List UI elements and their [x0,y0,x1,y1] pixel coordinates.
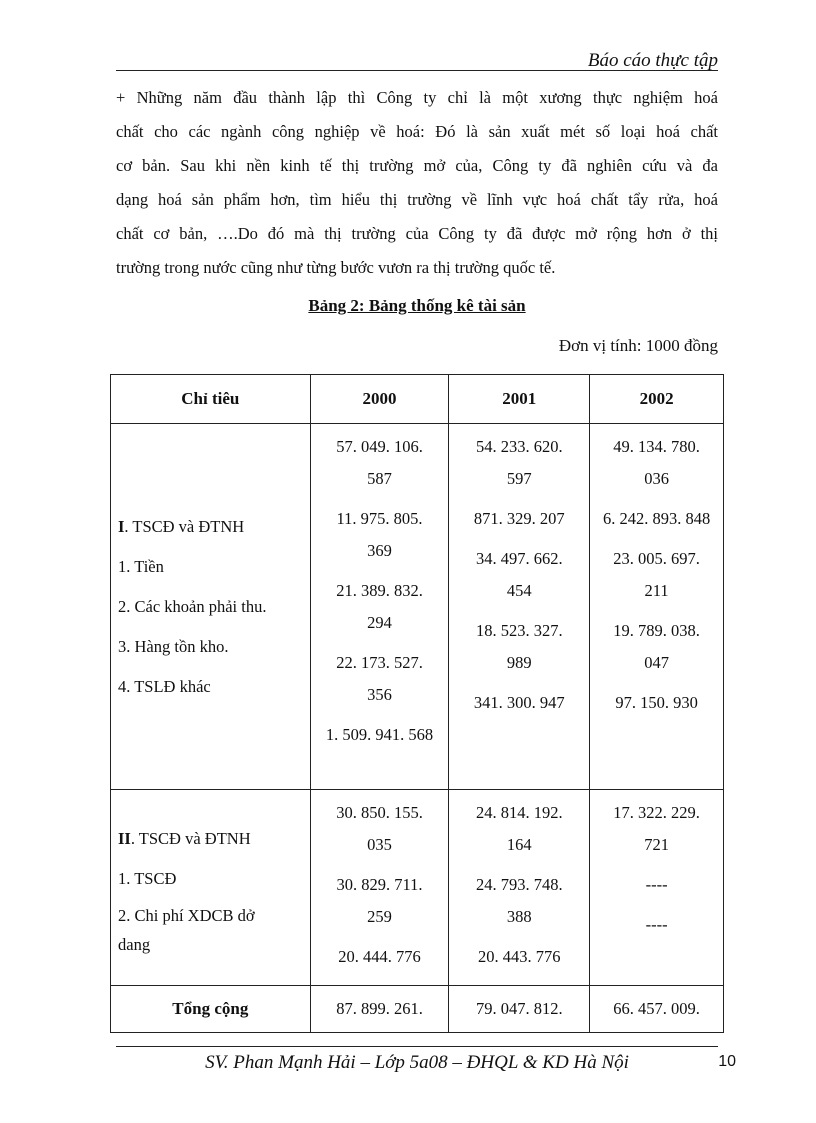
cell-value: 49. 134. 780. 036 [613,437,700,488]
table-row-total [111,986,724,1033]
row-label: I. TSCĐ và ĐTNH [118,516,245,536]
section-1-2000 [310,424,449,790]
section-1-labels [111,424,311,790]
section-1-2001 [449,424,590,790]
table-row-section-1 [111,424,724,790]
paragraph-line: trường trong nước cũng như từng bước vươn ra thị trường quốc tế. [116,258,556,277]
row-label: dang [118,934,151,954]
header-cell-2001: 2001 [449,375,590,424]
table-row-section-2 [111,790,724,986]
cell-value: 57. 049. 106. 587 [336,437,423,488]
table-title: Bảng 2: Bảng thống kê tài sản [308,296,526,315]
footer-text: SV. Phan Mạnh Hải – Lớp 5a08 – ĐHQL & KD Hà Nội [205,1052,629,1073]
paragraph-line: dạng hoá sản phẩm hơn, tìm hiểu thị trường về lĩnh vực hoá chất tẩy rửa, hoá [116,190,718,209]
paragraph-line: chất cơ bản, ….Do đó mà thị trường của Công ty đã được mở rộng hơn ở thị [116,224,718,243]
cell-value: 1. 509. 941. 568 [325,725,434,744]
header-cell-2002: 2002 [590,375,724,424]
cell-value: 30. 850. 155. 035 [336,803,423,854]
total-2000: 87. 899. 261. [310,986,449,1033]
cell-value: 34. 497. 662. 454 [475,549,563,600]
section-2-2000 [310,790,449,986]
cell-value: 20. 443. 776 [478,947,561,966]
total-2002: 66. 457. 009. [590,986,724,1033]
cell-value: 17. 322. 229. 721 [613,803,700,854]
cell-value: 23. 005. 697. 211 [613,549,700,600]
row-label: 1. TSCĐ [118,868,177,888]
row-label: 2. Chi phí XDCB dở [118,905,255,925]
paragraph-line: cơ bản. Sau khi nền kinh tế thị trường mở của, Công ty đã nghiên cứu và đa [116,156,718,175]
paragraph-line: + Những năm đầu thành lập thì Công ty chỉ là một xương thực nghiệm hoá [116,88,718,107]
header-cell-indicator: Chỉ tiêu [111,375,311,424]
cell-value: 11. 975. 805. 369 [336,509,423,560]
page-number: 10 [718,1053,736,1070]
cell-value: 6. 242. 893. 848 [602,509,711,528]
cell-value: ---- [645,875,668,894]
table-unit: Đơn vị tính: 1000 đồng [558,336,718,355]
row-label: II. TSCĐ và ĐTNH [118,828,251,848]
cell-value: 20. 444. 776 [338,947,421,966]
row-label: 3. Hàng tồn kho. [118,636,229,656]
header-cell-2000: 2000 [310,375,449,424]
cell-value: ---- [645,915,668,934]
asset-table [110,374,724,1033]
paragraph-line: chất cho các ngành công nghiệp về hoá: Đó là sản xuất mét số loại hoá chất [116,122,718,141]
total-2001: 79. 047. 812. [449,986,590,1033]
section-1-2002 [590,424,724,790]
cell-value: 871. 329. 207 [473,509,565,528]
row-label: 4. TSLĐ khác [118,676,211,696]
row-label: 1. Tiền [118,556,164,576]
total-label: Tổng cộng [111,986,311,1033]
cell-value: 24. 793. 748. 388 [475,875,563,926]
section-2-2001 [449,790,590,986]
header-title: Báo cáo thực tập [587,50,718,71]
cell-value: 22. 173. 527. 356 [336,653,423,704]
row-label: 2. Các khoản phải thu. [118,596,267,616]
section-2-labels [111,790,311,986]
header-rule [116,70,718,71]
footer-rule [116,1046,718,1047]
table-header-row [111,375,724,424]
intro-paragraph [116,84,718,288]
cell-value: 21. 389. 832. 294 [336,581,423,632]
cell-value: 30. 829. 711. 259 [336,875,423,926]
cell-value: 54. 233. 620. 597 [475,437,563,488]
cell-value: 18. 523. 327. 989 [475,621,563,672]
cell-value: 97. 150. 930 [615,693,698,712]
section-2-2002 [590,790,724,986]
cell-value: 341. 300. 947 [473,693,565,712]
cell-value: 19. 789. 038. 047 [613,621,700,672]
cell-value: 24. 814. 192. 164 [475,803,563,854]
